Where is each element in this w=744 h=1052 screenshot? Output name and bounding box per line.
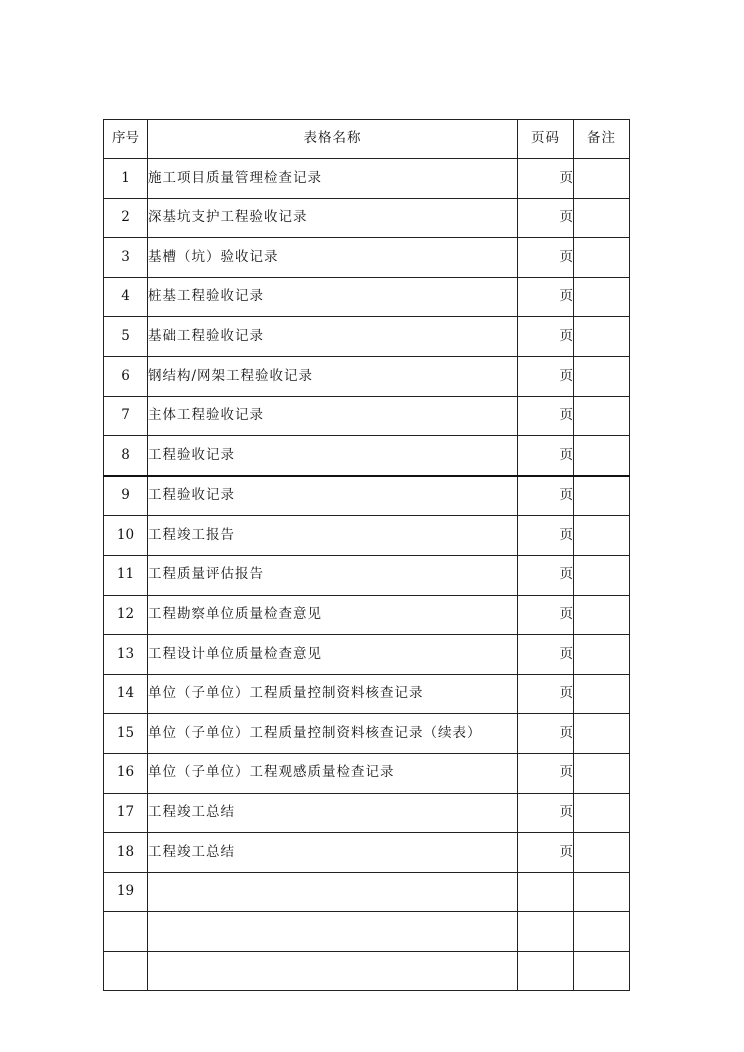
table-row [104,277,630,317]
row-form-name: 工程竣工总结 [148,793,518,833]
row-serial-number: 6 [104,356,148,396]
row-page-number: 页 [518,396,574,436]
row-remarks [574,555,630,595]
row-form-name: 工程验收记录 [148,436,518,476]
form-index-table [103,119,630,991]
row-remarks [574,912,630,952]
row-form-name: 桩基工程验收记录 [148,277,518,317]
row-page-number: 页 [518,635,574,675]
table-row [104,793,630,833]
row-page-number: 页 [518,674,574,714]
table-row [104,674,630,714]
table-row [104,198,630,238]
row-remarks [574,436,630,476]
row-page-number: 页 [518,555,574,595]
row-remarks [574,714,630,754]
row-remarks [574,833,630,873]
table-row [104,317,630,357]
row-form-name [148,951,518,991]
row-form-name: 基槽（坑）验收记录 [148,238,518,278]
row-remarks [574,198,630,238]
table-row [104,912,630,952]
row-serial-number: 8 [104,436,148,476]
table-row [104,833,630,873]
row-form-name: 工程质量评估报告 [148,555,518,595]
row-serial-number [104,951,148,991]
row-form-name: 单位（子单位）工程质量控制资料核查记录 [148,674,518,714]
row-form-name: 深基坑支护工程验收记录 [148,198,518,238]
row-page-number: 页 [518,238,574,278]
row-form-name: 工程验收记录 [148,476,518,516]
table-row [104,872,630,912]
header-page-number: 页码 [518,120,574,159]
table-row [104,238,630,278]
table-row [104,159,630,199]
row-remarks [574,595,630,635]
row-remarks [574,872,630,912]
row-serial-number: 7 [104,396,148,436]
row-form-name: 施工项目质量管理检查记录 [148,159,518,199]
row-serial-number: 10 [104,516,148,556]
row-serial-number: 9 [104,476,148,516]
row-form-name: 主体工程验收记录 [148,396,518,436]
row-page-number: 页 [518,356,574,396]
row-form-name: 工程勘察单位质量检查意见 [148,595,518,635]
row-serial-number: 13 [104,635,148,675]
row-remarks [574,516,630,556]
row-serial-number: 3 [104,238,148,278]
table-row [104,951,630,991]
row-serial-number: 17 [104,793,148,833]
header-remarks: 备注 [574,120,630,159]
row-serial-number: 14 [104,674,148,714]
row-remarks [574,317,630,357]
row-form-name: 工程竣工报告 [148,516,518,556]
row-serial-number: 2 [104,198,148,238]
table-row [104,555,630,595]
row-remarks [574,793,630,833]
row-remarks [574,753,630,793]
row-page-number [518,872,574,912]
row-form-name: 单位（子单位）工程质量控制资料核查记录（续表） [148,714,518,754]
table-row [104,714,630,754]
row-page-number: 页 [518,714,574,754]
row-serial-number: 11 [104,555,148,595]
table-header-row [104,120,630,159]
row-form-name: 基础工程验收记录 [148,317,518,357]
row-page-number: 页 [518,159,574,199]
row-remarks [574,476,630,516]
table-row [104,635,630,675]
table-row [104,476,630,516]
row-page-number [518,912,574,952]
row-remarks [574,635,630,675]
row-page-number: 页 [518,317,574,357]
table-row [104,396,630,436]
table-body [104,159,630,991]
row-form-name: 工程竣工总结 [148,833,518,873]
row-form-name: 钢结构/网架工程验收记录 [148,356,518,396]
row-remarks [574,277,630,317]
row-serial-number: 15 [104,714,148,754]
row-page-number: 页 [518,277,574,317]
table-row [104,595,630,635]
row-page-number: 页 [518,793,574,833]
row-page-number: 页 [518,436,574,476]
row-page-number: 页 [518,516,574,556]
row-page-number: 页 [518,198,574,238]
row-remarks [574,396,630,436]
row-form-name [148,912,518,952]
row-serial-number: 16 [104,753,148,793]
row-form-name [148,872,518,912]
row-page-number: 页 [518,833,574,873]
table-row [104,356,630,396]
row-serial-number: 4 [104,277,148,317]
row-serial-number: 5 [104,317,148,357]
row-remarks [574,159,630,199]
row-form-name: 单位（子单位）工程观感质量检查记录 [148,753,518,793]
row-serial-number: 19 [104,872,148,912]
row-form-name: 工程设计单位质量检查意见 [148,635,518,675]
row-serial-number [104,912,148,952]
row-remarks [574,674,630,714]
row-serial-number: 1 [104,159,148,199]
row-page-number: 页 [518,753,574,793]
row-page-number: 页 [518,595,574,635]
row-serial-number: 18 [104,833,148,873]
table-row [104,516,630,556]
row-serial-number: 12 [104,595,148,635]
row-page-number: 页 [518,476,574,516]
row-remarks [574,356,630,396]
header-serial-number: 序号 [104,120,148,159]
table-row [104,753,630,793]
table-row [104,436,630,476]
row-remarks [574,951,630,991]
row-remarks [574,238,630,278]
row-page-number [518,951,574,991]
header-form-name: 表格名称 [148,120,518,159]
